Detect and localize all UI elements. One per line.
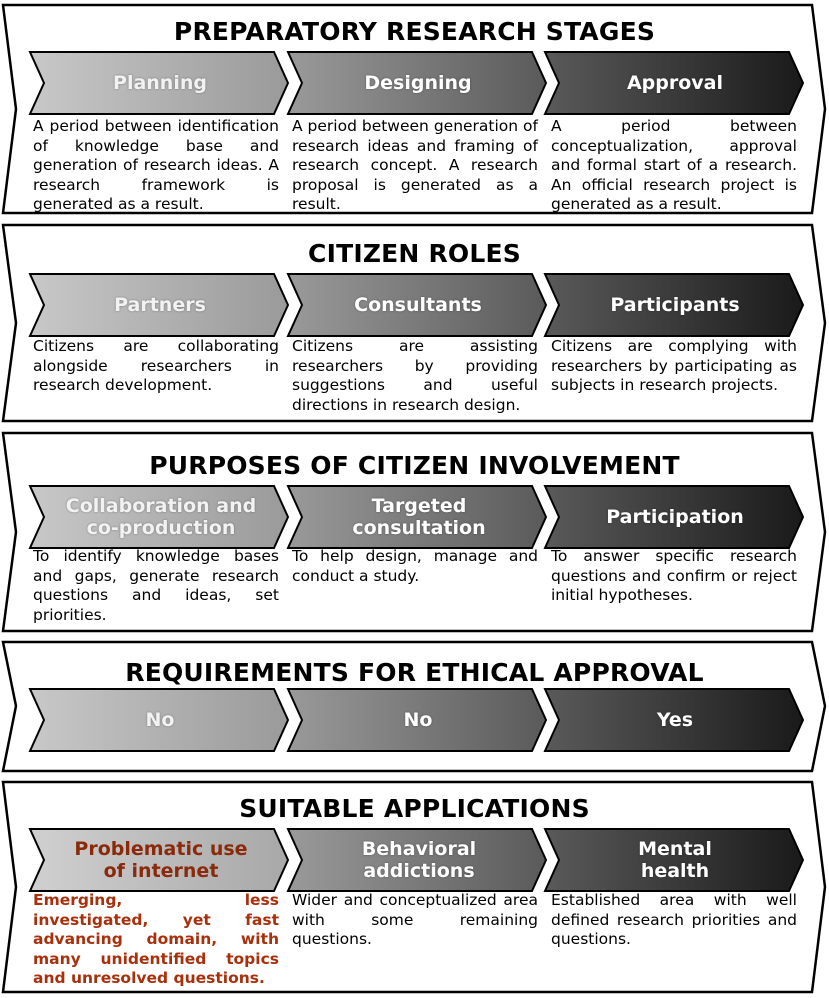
arrow-label-consultants: Consultants [354,294,482,316]
panel-citizen-roles [0,223,829,423]
panel-title: CITIZEN ROLES [308,239,521,268]
arrow-label-partners: Partners [114,294,206,316]
desc-participation: To answer specific research questions and confirm or reject initial hypotheses. [551,547,797,604]
desc-consultation: To help design, manage and conduct a study. [292,547,538,585]
desc-participants: Citizens are complying with researchers by participating as subjects in research projects. [551,337,797,394]
arrow-label-consultation: Targeted consultation [352,495,486,539]
desc-designing: A period between generation of research ideas and framing of research concept. A research proposal is generated as a result. [292,117,538,213]
arrow-label-approval-2: No [403,709,433,731]
arrow-label-collaboration: Collaboration and co-production [65,495,257,539]
desc-planning: A period between identification of knowledge base and generation of research ideas. A research framework is generated as a result. [33,117,279,213]
arrow-label-planning: Planning [113,72,207,94]
desc-internet: Emerging, less investigated, yet fast advancing domain, with many unidentified topics and unresolved questions. [33,891,279,987]
panel-title: REQUIREMENTS FOR ETHICAL APPROVAL [125,658,704,687]
desc-consultants: Citizens are assisting researchers by providing suggestions and useful directions in research design. [292,337,538,414]
desc-collaboration: To identify knowledge bases and gaps, generate research questions and ideas, set priorities. [33,547,279,624]
arrow-label-mental: Mental health [638,838,712,882]
arrow-label-approval-3: Yes [656,709,694,731]
desc-approval: A period between conceptualization, approval and formal start of a research. An official research project is generated as a result. [551,117,797,213]
arrow-label-designing: Designing [364,72,472,94]
arrow-label-participation: Participation [606,506,744,528]
panel-preparatory-stages [0,3,829,216]
arrow-label-approval-1: No [145,709,175,731]
panel-ethical-approval [0,640,829,773]
panel-title: PURPOSES OF CITIZEN INVOLVEMENT [149,451,680,480]
panel-title: PREPARATORY RESEARCH STAGES [173,17,656,46]
panel-purposes [0,431,829,633]
arrow-label-approval: Approval [626,72,724,94]
arrow-label-behavioral: Behavioral addictions [361,838,477,882]
panel-suitable-applications [0,780,829,995]
arrow-label-internet: Problematic use of internet [74,838,248,882]
panel-title: SUITABLE APPLICATIONS [239,794,590,823]
arrow-label-participants: Participants [610,294,740,316]
desc-partners: Citizens are collaborating alongside researchers in research development. [33,337,279,394]
desc-mental: Established area with well defined research priorities and questions. [551,891,797,948]
desc-behavioral: Wider and conceptualized area with some remaining questions. [292,891,538,948]
